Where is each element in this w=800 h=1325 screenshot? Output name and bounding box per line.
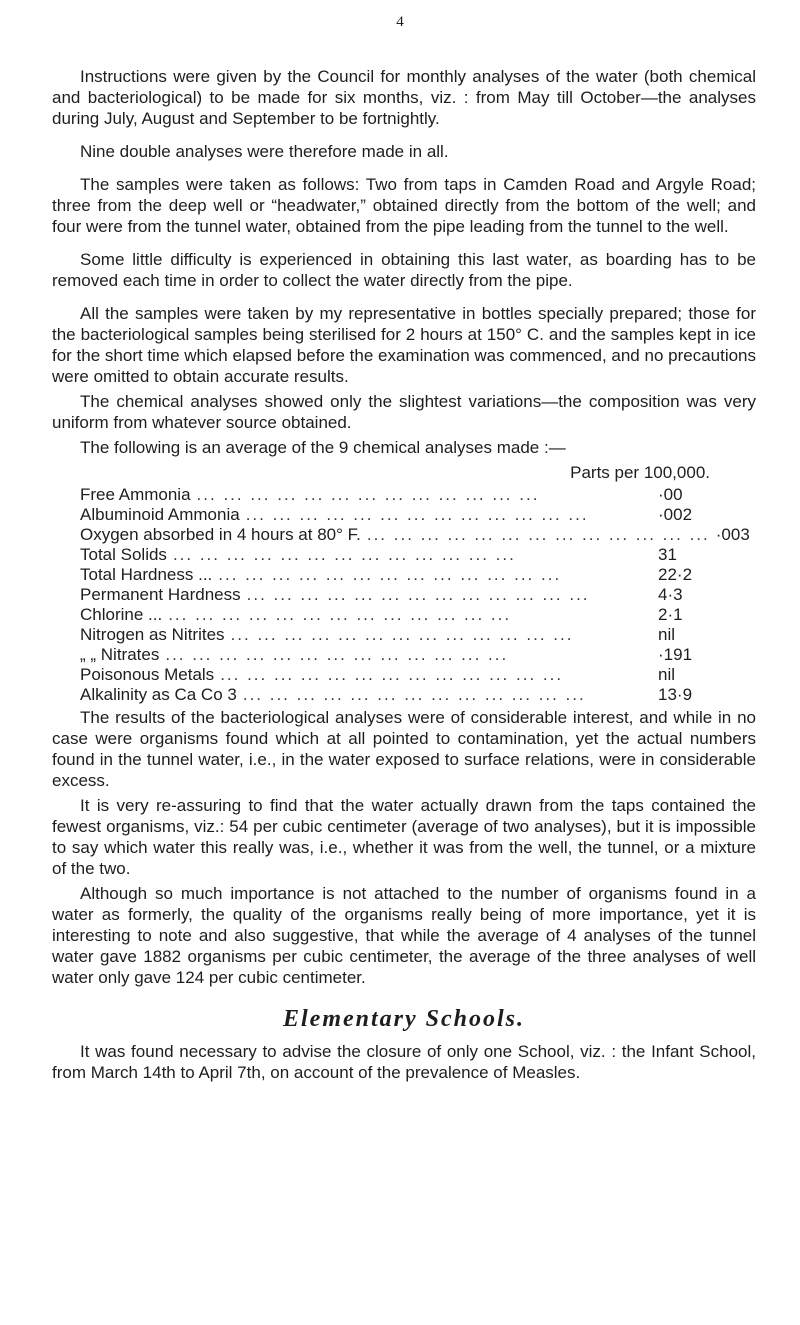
leader-dots: ... ... ... ... ... ... ... ... ... ... ... ... ... bbox=[165, 645, 509, 664]
leader-dots: ... ... ... ... ... ... ... ... ... ... ... ... ... bbox=[242, 685, 586, 704]
row-label: „ „ Nitrates bbox=[80, 645, 160, 664]
paragraph: The following is an average of the 9 chemical analyses made :— bbox=[80, 438, 566, 457]
table-row bbox=[52, 685, 710, 705]
table-row bbox=[52, 525, 750, 545]
leader-dots: ... ... ... ... ... ... ... ... ... ... ... ... ... bbox=[366, 525, 710, 544]
row-value: ·191 bbox=[658, 645, 693, 664]
row-value: ·002 bbox=[658, 505, 693, 524]
row-label: Nitrogen as Nitrites bbox=[80, 625, 225, 644]
section-heading: Elementary Schools. bbox=[282, 1006, 525, 1032]
paragraph: Instructions were given by the Council for monthly analyses of the water (both chemical and bacteriological) to be made for six months, viz. : from May till October—the analyses during July, August and September to be fortnightly. bbox=[52, 67, 756, 128]
leader-dots: ... ... ... ... ... ... ... ... ... ... ... ... ... bbox=[245, 505, 589, 524]
table-row bbox=[52, 505, 710, 525]
row-label: Poisonous Metals bbox=[80, 665, 215, 684]
leader-dots: ... ... ... ... ... ... ... ... ... ... ... ... ... bbox=[246, 585, 590, 604]
table-row bbox=[52, 665, 710, 685]
paragraph: All the samples were taken by my representative in bottles specially prepared; those for the bacteriological samples being sterilised for 2 hours at 150° C. and the samples kept in ice for the short time which elapsed before the examination was commenced, and no precautions were omitted to obtain accurate results. bbox=[52, 304, 757, 386]
row-value: 22·2 bbox=[658, 565, 693, 584]
leader-dots: ... ... ... ... ... ... ... ... ... ... ... ... ... bbox=[196, 485, 540, 504]
row-label: Oxygen absorbed in 4 hours at 80° F. bbox=[80, 525, 361, 544]
row-value: ·003 bbox=[715, 525, 750, 544]
table-units: Parts per 100,000. bbox=[570, 463, 710, 482]
table-row bbox=[52, 545, 710, 565]
row-value: 31 bbox=[658, 545, 677, 564]
row-value: nil bbox=[658, 665, 676, 684]
table-row bbox=[52, 585, 710, 605]
paragraph: The results of the bacteriological analyses were of considerable interest, and while in no case were organisms found which at all pointed to contamination, yet the actual numbers found in the tunnel water, i.e., in the water exposed to surface relations, were in considerable excess. bbox=[52, 708, 756, 790]
paragraph: The chemical analyses showed only the slightest variations—the composition was very uniform from whatever source obtained. bbox=[52, 392, 756, 432]
leader-dots: ... ... ... ... ... ... ... ... ... ... ... ... ... bbox=[218, 565, 562, 584]
row-value: 4·3 bbox=[658, 585, 683, 604]
row-value: 2·1 bbox=[658, 605, 683, 624]
row-label: Total Solids bbox=[80, 545, 167, 564]
leader-dots: ... ... ... ... ... ... ... ... ... ... ... ... ... bbox=[172, 545, 516, 564]
row-label: Albuminoid Ammonia bbox=[80, 505, 240, 524]
leader-dots: ... ... ... ... ... ... ... ... ... ... ... ... ... bbox=[220, 665, 564, 684]
row-label: Alkalinity as Ca Co 3 bbox=[80, 685, 237, 704]
paragraph: Nine double analyses were therefore made in all. bbox=[80, 142, 449, 161]
row-label: Total Hardness ... bbox=[80, 565, 213, 584]
row-value: nil bbox=[658, 625, 676, 644]
body-text bbox=[52, 66, 756, 1095]
table-row bbox=[52, 645, 710, 665]
paragraph: It was found necessary to advise the closure of only one School, viz. : the Infant School, from March 14th to April 7th, on account of the prevalence of Measles. bbox=[52, 1042, 756, 1082]
analysis-table bbox=[52, 485, 750, 705]
paragraph: Some little difficulty is experienced in obtaining this last water, as boarding has to be removed each time in order to collect the water directly from the pipe. bbox=[52, 250, 756, 290]
page-number: 4 bbox=[396, 14, 404, 30]
row-label: Permanent Hardness bbox=[80, 585, 241, 604]
paragraph: It is very re-assuring to find that the water actually drawn from the taps contained the fewest organisms, viz.: 54 per cubic centimeter (average of two analyses), but it is impossible to say which water this really was, i.e., whether it was from the well, the tunnel, or a mixture of the two. bbox=[52, 796, 756, 878]
row-value: ·00 bbox=[658, 485, 683, 504]
leader-dots: ... ... ... ... ... ... ... ... ... ... ... ... ... bbox=[230, 625, 574, 644]
row-label: Chlorine ... bbox=[80, 605, 163, 624]
row-label: Free Ammonia bbox=[80, 485, 191, 504]
paragraph: Although so much importance is not attached to the number of organisms found in a water as formerly, the quality of the organisms really being of more importance, yet it is interesting to note and also suggestive, that while the average of 4 analyses of the tunnel water gave 1882 organisms per cubic centimeter, the average of the three analyses of well water only gave 124 per cubic centimeter. bbox=[52, 884, 756, 987]
table-row bbox=[52, 605, 710, 625]
paragraph: The samples were taken as follows: Two from taps in Camden Road and Argyle Road; three from the deep well or “headwater,” obtained directly from the bottom of the well; and four were from the tunnel water, obtained from the pipe leading from the tunnel to the well. bbox=[52, 175, 756, 236]
table-row bbox=[52, 565, 710, 585]
row-value: 13·9 bbox=[658, 685, 693, 704]
leader-dots: ... ... ... ... ... ... ... ... ... ... ... ... ... bbox=[168, 605, 512, 624]
table-row bbox=[52, 625, 710, 645]
table-row bbox=[52, 485, 710, 505]
